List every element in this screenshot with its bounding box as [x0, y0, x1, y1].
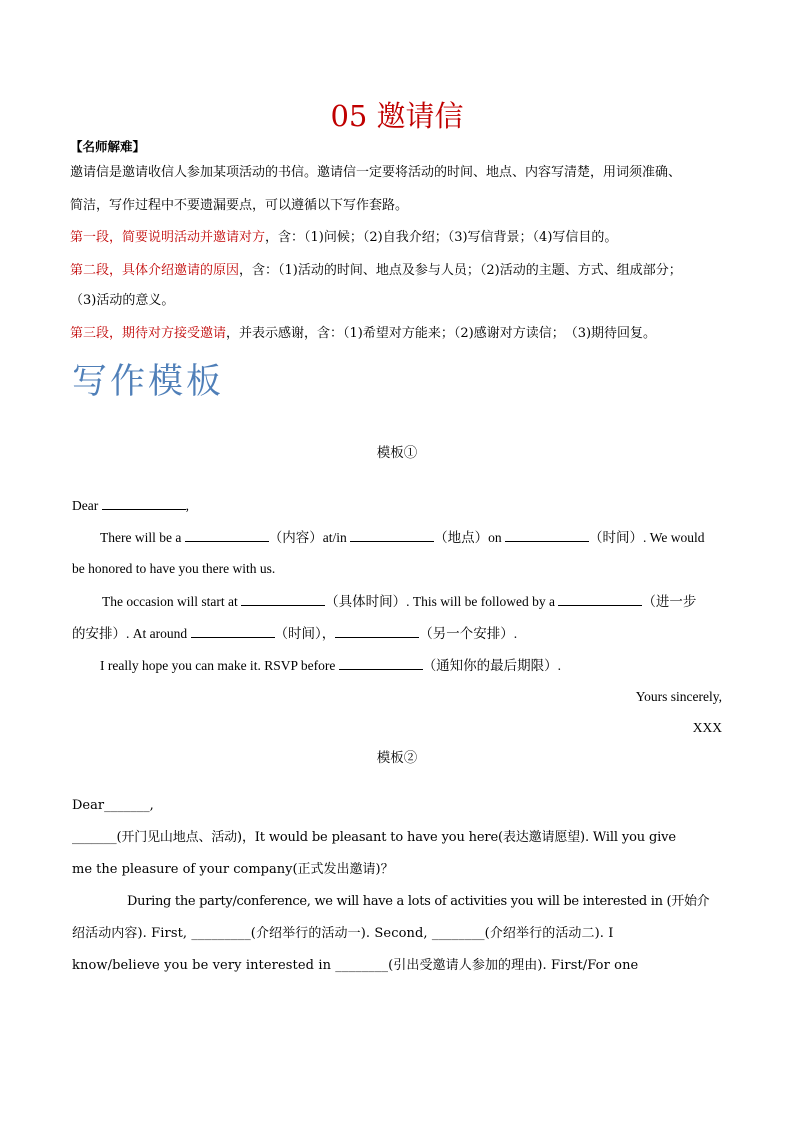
template-2-line-1: _______(开门见山地点、活动)，It would be pleasant to have you here(表达邀请愿望). Will you give — [72, 830, 676, 845]
template-1-line-2: be honored to have you there with us. — [72, 561, 276, 576]
text-segment: The occasion will start at — [102, 594, 238, 609]
blank-field — [102, 495, 186, 510]
paragraph-one-lead: 第一段，简要说明活动并邀请对方 — [70, 230, 266, 245]
text-segment: （另一个安排）. — [419, 626, 518, 641]
page-title: 05 邀请信 — [330, 99, 464, 133]
blank-field — [335, 623, 419, 638]
paragraph-three-guide — [70, 319, 730, 349]
text-segment: （时间）. We would — [588, 530, 705, 545]
text-segment: （具体时间）. This will be followed by a — [325, 594, 555, 609]
text-segment: I really hope you can make it. RSVP before — [100, 658, 336, 673]
blank-field — [241, 591, 325, 606]
blank-field — [339, 655, 423, 670]
template-1-line-1 — [100, 527, 705, 548]
paragraph-two-guide — [70, 256, 730, 286]
text-segment: There will be a — [100, 530, 182, 545]
blank-field — [505, 527, 589, 542]
text-segment: （地点）on — [434, 530, 502, 545]
template-1-line-5 — [100, 655, 561, 676]
template-2-line-5: know/believe you be very interested in ________(引出受邀请人参加的理由). First/For one — [72, 958, 639, 973]
intro-line-1: 邀请信是邀请收信人参加某项活动的书信。邀请信一定要将活动的时间、地点、内容写清楚，用词须准确、 — [70, 165, 682, 180]
paragraph-one-rest: ，含：（1)问候；（2)自我介绍；（3)写信背景；（4)写信目的。 — [265, 230, 618, 245]
blank-field — [185, 527, 269, 542]
paragraph-three-rest: ，并表示感谢，含：（1)希望对方能来；（2)感谢对方读信； （3)期待回复。 — [226, 326, 657, 341]
text-segment: （时间）， — [274, 626, 336, 641]
template-1-greeting: Dear , — [72, 495, 189, 516]
template-2-line-3: During the party/conference, we will have a lots of activities you will be interested in (开始介 — [127, 894, 710, 909]
paragraph-two-rest: ，含：（1)活动的时间、地点及参与人员；（2)活动的主题、方式、组成部分； — [239, 263, 682, 278]
blank-field — [350, 527, 434, 542]
text-segment: （内容）at/in — [268, 530, 347, 545]
blank-field — [558, 591, 642, 606]
text-segment: （进一步 — [642, 594, 697, 609]
section-tag: 【名师解难】 — [70, 139, 146, 154]
paragraph-one-guide — [70, 223, 730, 253]
template-2-line-4: 绍活动内容). First, _________(介绍举行的活动一). Second, ________(介绍举行的活动二). I — [72, 926, 614, 941]
paragraph-three-lead: 第三段，期待对方接受邀请 — [70, 326, 227, 341]
template-2-line-2: me the pleasure of your company(正式发出邀请)？ — [72, 862, 394, 877]
section-heading: 写作模板 — [72, 362, 225, 402]
template-1-line-3 — [102, 591, 696, 612]
intro-line-2: 简洁，写作过程中不要遗漏要点，可以遵循以下写作套路。 — [70, 198, 409, 213]
template-1-signature: XXX — [692, 720, 722, 735]
text-segment: 的安排）. At around — [72, 626, 188, 641]
blank-field — [191, 623, 275, 638]
template-2-label: 模板② — [376, 750, 418, 766]
paragraph-two-lead: 第二段，具体介绍邀请的原因 — [70, 263, 240, 278]
text-segment: （通知你的最后期限）. — [422, 658, 562, 673]
template-1-line-4 — [72, 623, 517, 644]
template-1-label: 模板① — [376, 445, 418, 461]
template-2-greeting: Dear_______, — [72, 798, 154, 813]
paragraph-two-line-2: （3)活动的意义。 — [70, 293, 175, 308]
greeting-text: Dear — [72, 498, 99, 513]
template-1-closing: Yours sincerely, — [635, 689, 722, 704]
